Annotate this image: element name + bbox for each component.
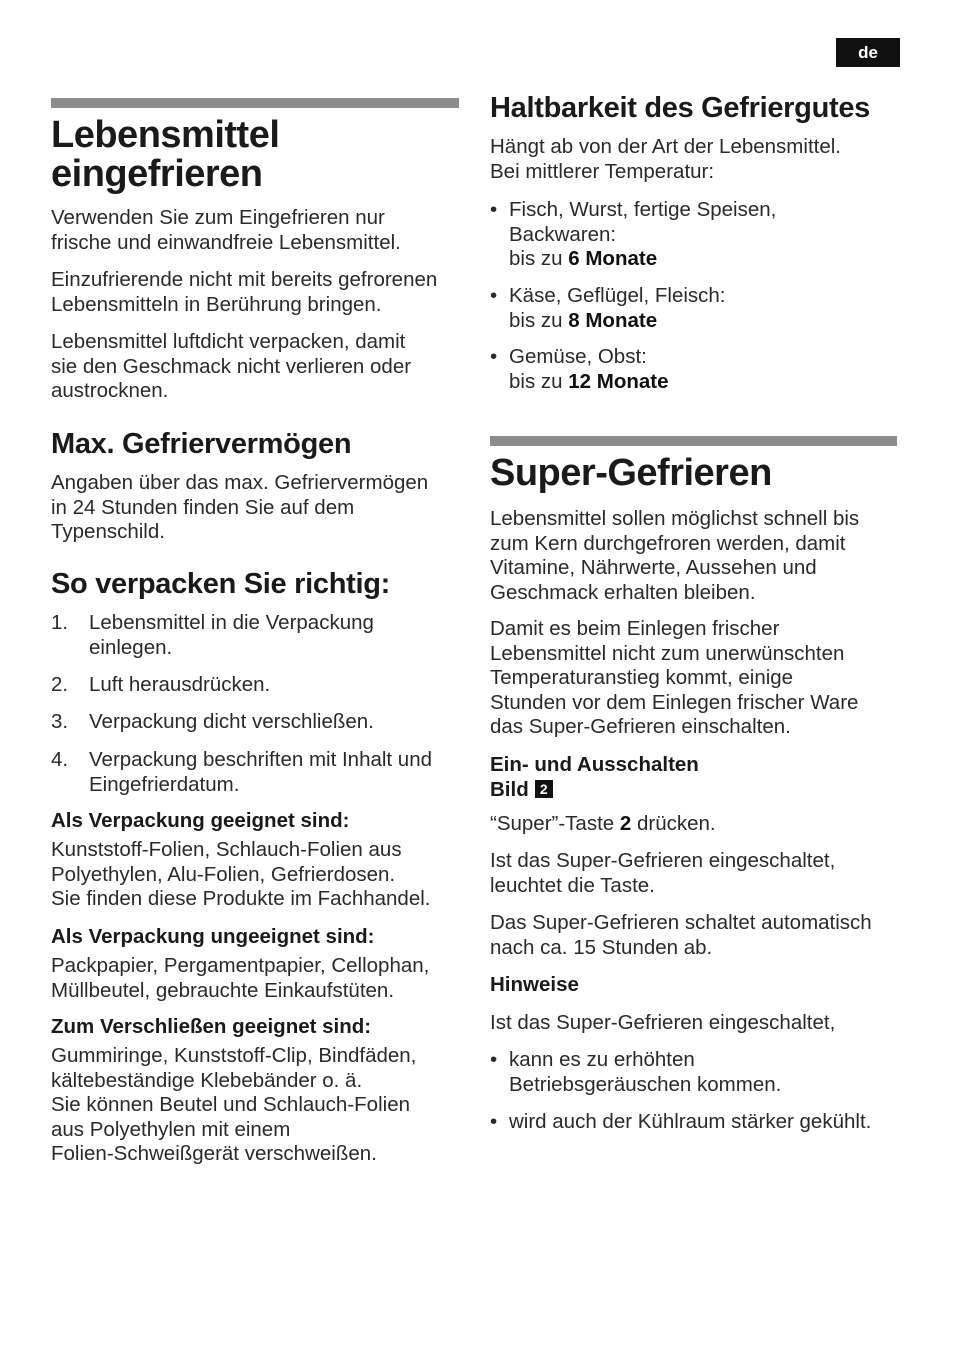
title-line: Lebensmittel [51,114,280,156]
super-freeze-paragraph: Lebensmittel sollen möglichst schnell bis zum Kern durchgefroren werden, damit Vitamine, Nährwerte, Aussehen und Geschmack erhalten bleiben. [490,507,860,604]
press-instruction: “Super”-Taste 2 drücken. [490,812,716,835]
auto-off-text: Das Super-Gefrieren schaltet automatisch nach ca. 15 Stunden ab. [490,911,872,959]
heading-shelf-life: Haltbarkeit des Gefriergutes [490,92,871,124]
notes-intro: Ist das Super-Gefrieren eingeschaltet, [490,1011,836,1034]
heading-packing: So verpacken Sie richtig: [51,568,391,600]
subheading-notes: Hinweise [490,973,579,996]
heading-max-capacity: Max. Gefriervermögen [51,428,352,460]
title-line: eingefrieren [51,153,263,195]
intro-paragraph: Verwenden Sie zum Eingefrieren nur frische und einwandfreie Lebensmittel. [51,206,401,254]
intro-paragraph: Einzufrierende nicht mit bereits gefrorenen Lebensmitteln in Berührung bringen. [51,268,438,316]
section-title-super-freeze: Super-Gefrieren [490,452,772,494]
figure-reference-badge: 2 [535,780,553,798]
section-title-freezing [51,116,279,194]
super-freeze-paragraph: Damit es beim Einlegen frischer Lebensmittel nicht zum unerwünschten Temperaturanstieg kommt, einige Stunden vor dem Einlegen frischer Ware das Super-Gefrieren einschalten. [490,617,859,738]
subheading-suitable: Als Verpackung geeignet sind: [51,809,350,832]
intro-paragraph: Lebensmittel luftdicht verpacken, damit sie den Geschmack nicht verlieren oder austrocknen. [51,330,412,402]
storage-duration: 8 Monate [568,308,658,332]
max-capacity-text: Angaben über das max. Gefriervermögen in 24 Stunden finden Sie auf dem Typenschild. [51,471,429,543]
section-rule [490,436,897,446]
closing-text: Gummiringe, Kunststoff-Clip, Bindfäden, kältebeständige Klebebänder o. ä. Sie können Beutel und Schlauch-Folien aus Polyethylen mit einem Folien-Schweißgerät verschweißen. [51,1044,417,1165]
subheading-unsuitable: Als Verpackung ungeeignet sind: [51,925,375,948]
shelf-intro: Hängt ab von der Art der Lebensmittel. Bei mittlerer Temperatur: [490,135,841,183]
status-text: Ist das Super-Gefrieren eingeschaltet, leuchtet die Taste. [490,849,836,897]
subheading-switch: Ein- und Ausschalten Bild 2 [490,753,699,801]
section-rule [51,98,459,108]
suitable-text: Kunststoff-Folien, Schlauch-Folien aus Polyethylen, Alu-Folien, Gefrierdosen. Sie finden diese Produkte im Fachhandel. [51,838,431,910]
storage-duration: 6 Monate [568,247,658,270]
language-badge: de [836,38,900,67]
subheading-closing: Zum Verschließen geeignet sind: [51,1015,372,1038]
storage-duration: 12 Monate [568,369,669,393]
unsuitable-text: Packpapier, Pergamentpapier, Cellophan, Müllbeutel, gebrauchte Einkaufstüten. [51,954,430,1002]
